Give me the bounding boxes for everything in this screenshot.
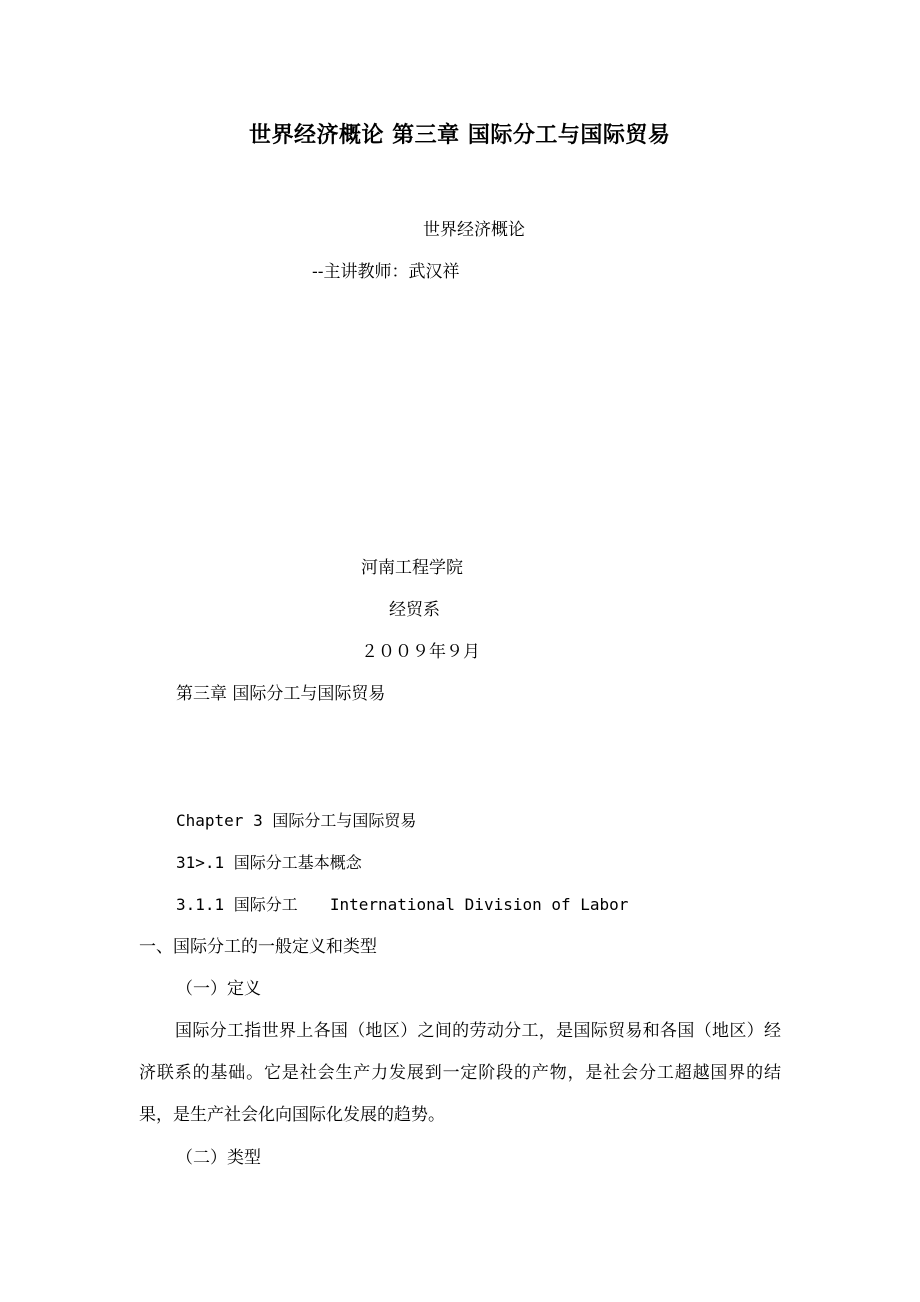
cover-lecturer: --主讲教师：武汉祥 [312,262,460,282]
document-title: 世界经济概论 第三章 国际分工与国际贸易 [249,122,671,148]
types-subheading: （二）类型 [176,1148,261,1168]
definition-subheading: （一）定义 [176,979,261,999]
section-3-1-1-chinese: 3.1.1 国际分工 [176,895,298,914]
cover-date: ２００９年９月 [361,642,480,662]
chapter-english-heading: Chapter 3 国际分工与国际贸易 [176,811,417,830]
definition-paragraph: 国际分工指世界上各国（地区）之间的劳动分工，是国际贸易和各国（地区）经济联系的基础。它是社会生产力发展到一定阶段的产物，是社会分工超越国界的结果，是生产社会化向国际化发展的趋势。 [139,1021,781,1125]
section-3-1-1-english: International Division of Labor [329,895,629,914]
chapter-heading: 第三章 国际分工与国际贸易 [176,684,386,704]
cover-course-name: 世界经济概论 [423,220,525,240]
section-3-1-1-heading [176,894,628,916]
cover-institution: 河南工程学院 [361,558,463,578]
section-3-1-heading: 31>.1 国际分工基本概念 [176,853,362,872]
part-1-heading: 一、国际分工的一般定义和类型 [139,937,377,957]
cover-department: 经贸系 [389,600,440,620]
